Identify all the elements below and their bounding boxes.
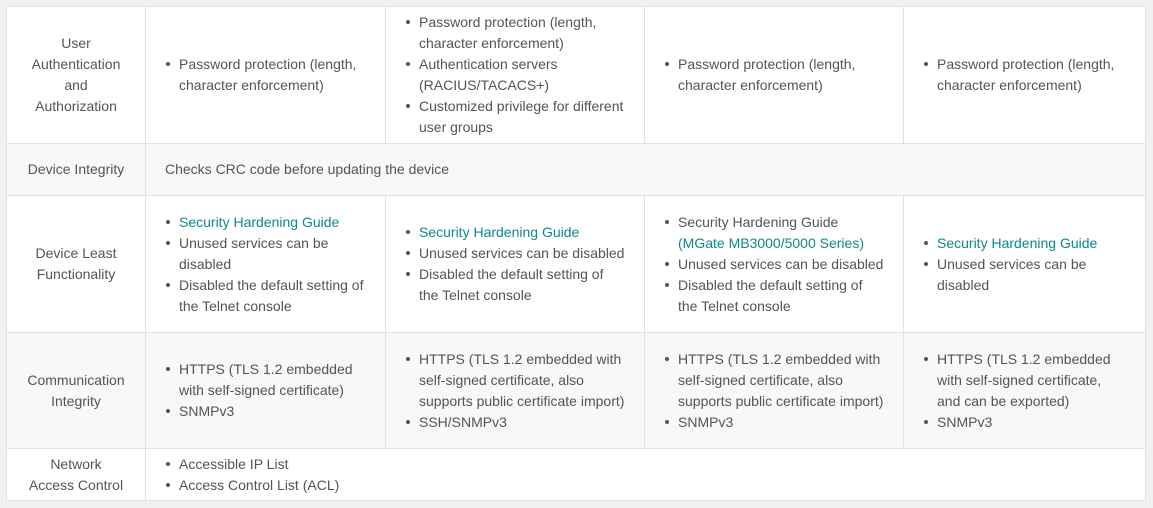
cell-least-col2 — [386, 196, 645, 333]
cell-auth-col4 — [904, 7, 1146, 144]
list-item: HTTPS (TLS 1.2 embedded with self-signed certificate, and can be exported) — [937, 349, 1126, 412]
list-item: Disabled the default setting of the Telnet console — [179, 275, 366, 317]
list-item: Unused services can be disabled — [678, 254, 884, 275]
cell-auth-col2 — [386, 7, 645, 144]
list-item: Unused services can be disabled — [419, 243, 625, 264]
cell-comm-col1 — [146, 333, 386, 449]
list-item: HTTPS (TLS 1.2 embedded with self-signed certificate) — [179, 359, 366, 401]
cell-auth-col3 — [645, 7, 904, 144]
list-item: Access Control List (ACL) — [179, 475, 1126, 496]
list-item: Password protection (length, character enforcement) — [419, 12, 625, 54]
list-item: Password protection (length, character enforcement) — [179, 54, 366, 96]
list-item — [678, 212, 884, 254]
list-item — [419, 222, 625, 243]
row-label-network-access-control: Network Access Control — [7, 449, 146, 501]
row-network-access-control — [7, 449, 1146, 501]
cell-comm-col3 — [645, 333, 904, 449]
list-item: Accessible IP List — [179, 454, 1126, 475]
mgate-series-link[interactable]: (MGate MB3000/5000 Series) — [678, 234, 864, 251]
row-device-least-functionality — [7, 196, 1146, 333]
list-item — [937, 233, 1126, 254]
row-label-user-authentication: User Authentication and Authorization — [7, 7, 146, 144]
security-features-table-container — [6, 6, 1145, 500]
security-hardening-guide-link[interactable]: Security Hardening Guide — [179, 213, 340, 230]
row-label-device-integrity: Device Integrity — [7, 144, 146, 196]
list-item: Customized privilege for different user groups — [419, 96, 625, 138]
list-item: Authentication servers (RACIUS/TACACS+) — [419, 54, 625, 96]
row-communication-integrity — [7, 333, 1146, 449]
list-item: SNMPv3 — [179, 401, 366, 422]
cell-network-access-control — [146, 449, 1146, 501]
cell-comm-col4 — [904, 333, 1146, 449]
security-features-table — [6, 6, 1146, 501]
list-item: Unused services can be disabled — [937, 254, 1126, 296]
list-item: Password protection (length, character enforcement) — [937, 54, 1126, 96]
row-user-authentication — [7, 7, 1146, 144]
list-item: SNMPv3 — [937, 412, 1126, 433]
list-item — [179, 212, 366, 233]
cell-least-col4 — [904, 196, 1146, 333]
list-item: Password protection (length, character enforcement) — [678, 54, 884, 96]
cell-auth-col1 — [146, 7, 386, 144]
list-item: HTTPS (TLS 1.2 embedded with self-signed certificate, also supports public certificate import) — [419, 349, 625, 412]
cell-comm-col2 — [386, 333, 645, 449]
cell-device-integrity: Checks CRC code before updating the device — [146, 144, 1146, 196]
security-hardening-guide-link[interactable]: Security Hardening Guide — [419, 224, 580, 240]
cell-least-col1 — [146, 196, 386, 333]
row-label-device-least-functionality: Device Least Functionality — [7, 196, 146, 333]
list-item: SSH/SNMPv3 — [419, 412, 625, 433]
list-item: SNMPv3 — [678, 412, 884, 433]
row-device-integrity — [7, 144, 1146, 196]
cell-least-col3 — [645, 196, 904, 333]
list-item: Disabled the default setting of the Telnet console — [678, 275, 884, 317]
row-label-communication-integrity: Communication Integrity — [7, 333, 146, 449]
security-hardening-guide-link[interactable]: Security Hardening Guide — [937, 234, 1098, 251]
guide-text: Security Hardening Guide — [678, 213, 839, 230]
list-item: Disabled the default setting of the Telnet console — [419, 264, 625, 306]
list-item: Unused services can be disabled — [179, 233, 366, 275]
list-item: HTTPS (TLS 1.2 embedded with self-signed certificate, also supports public certificate import) — [678, 349, 884, 412]
